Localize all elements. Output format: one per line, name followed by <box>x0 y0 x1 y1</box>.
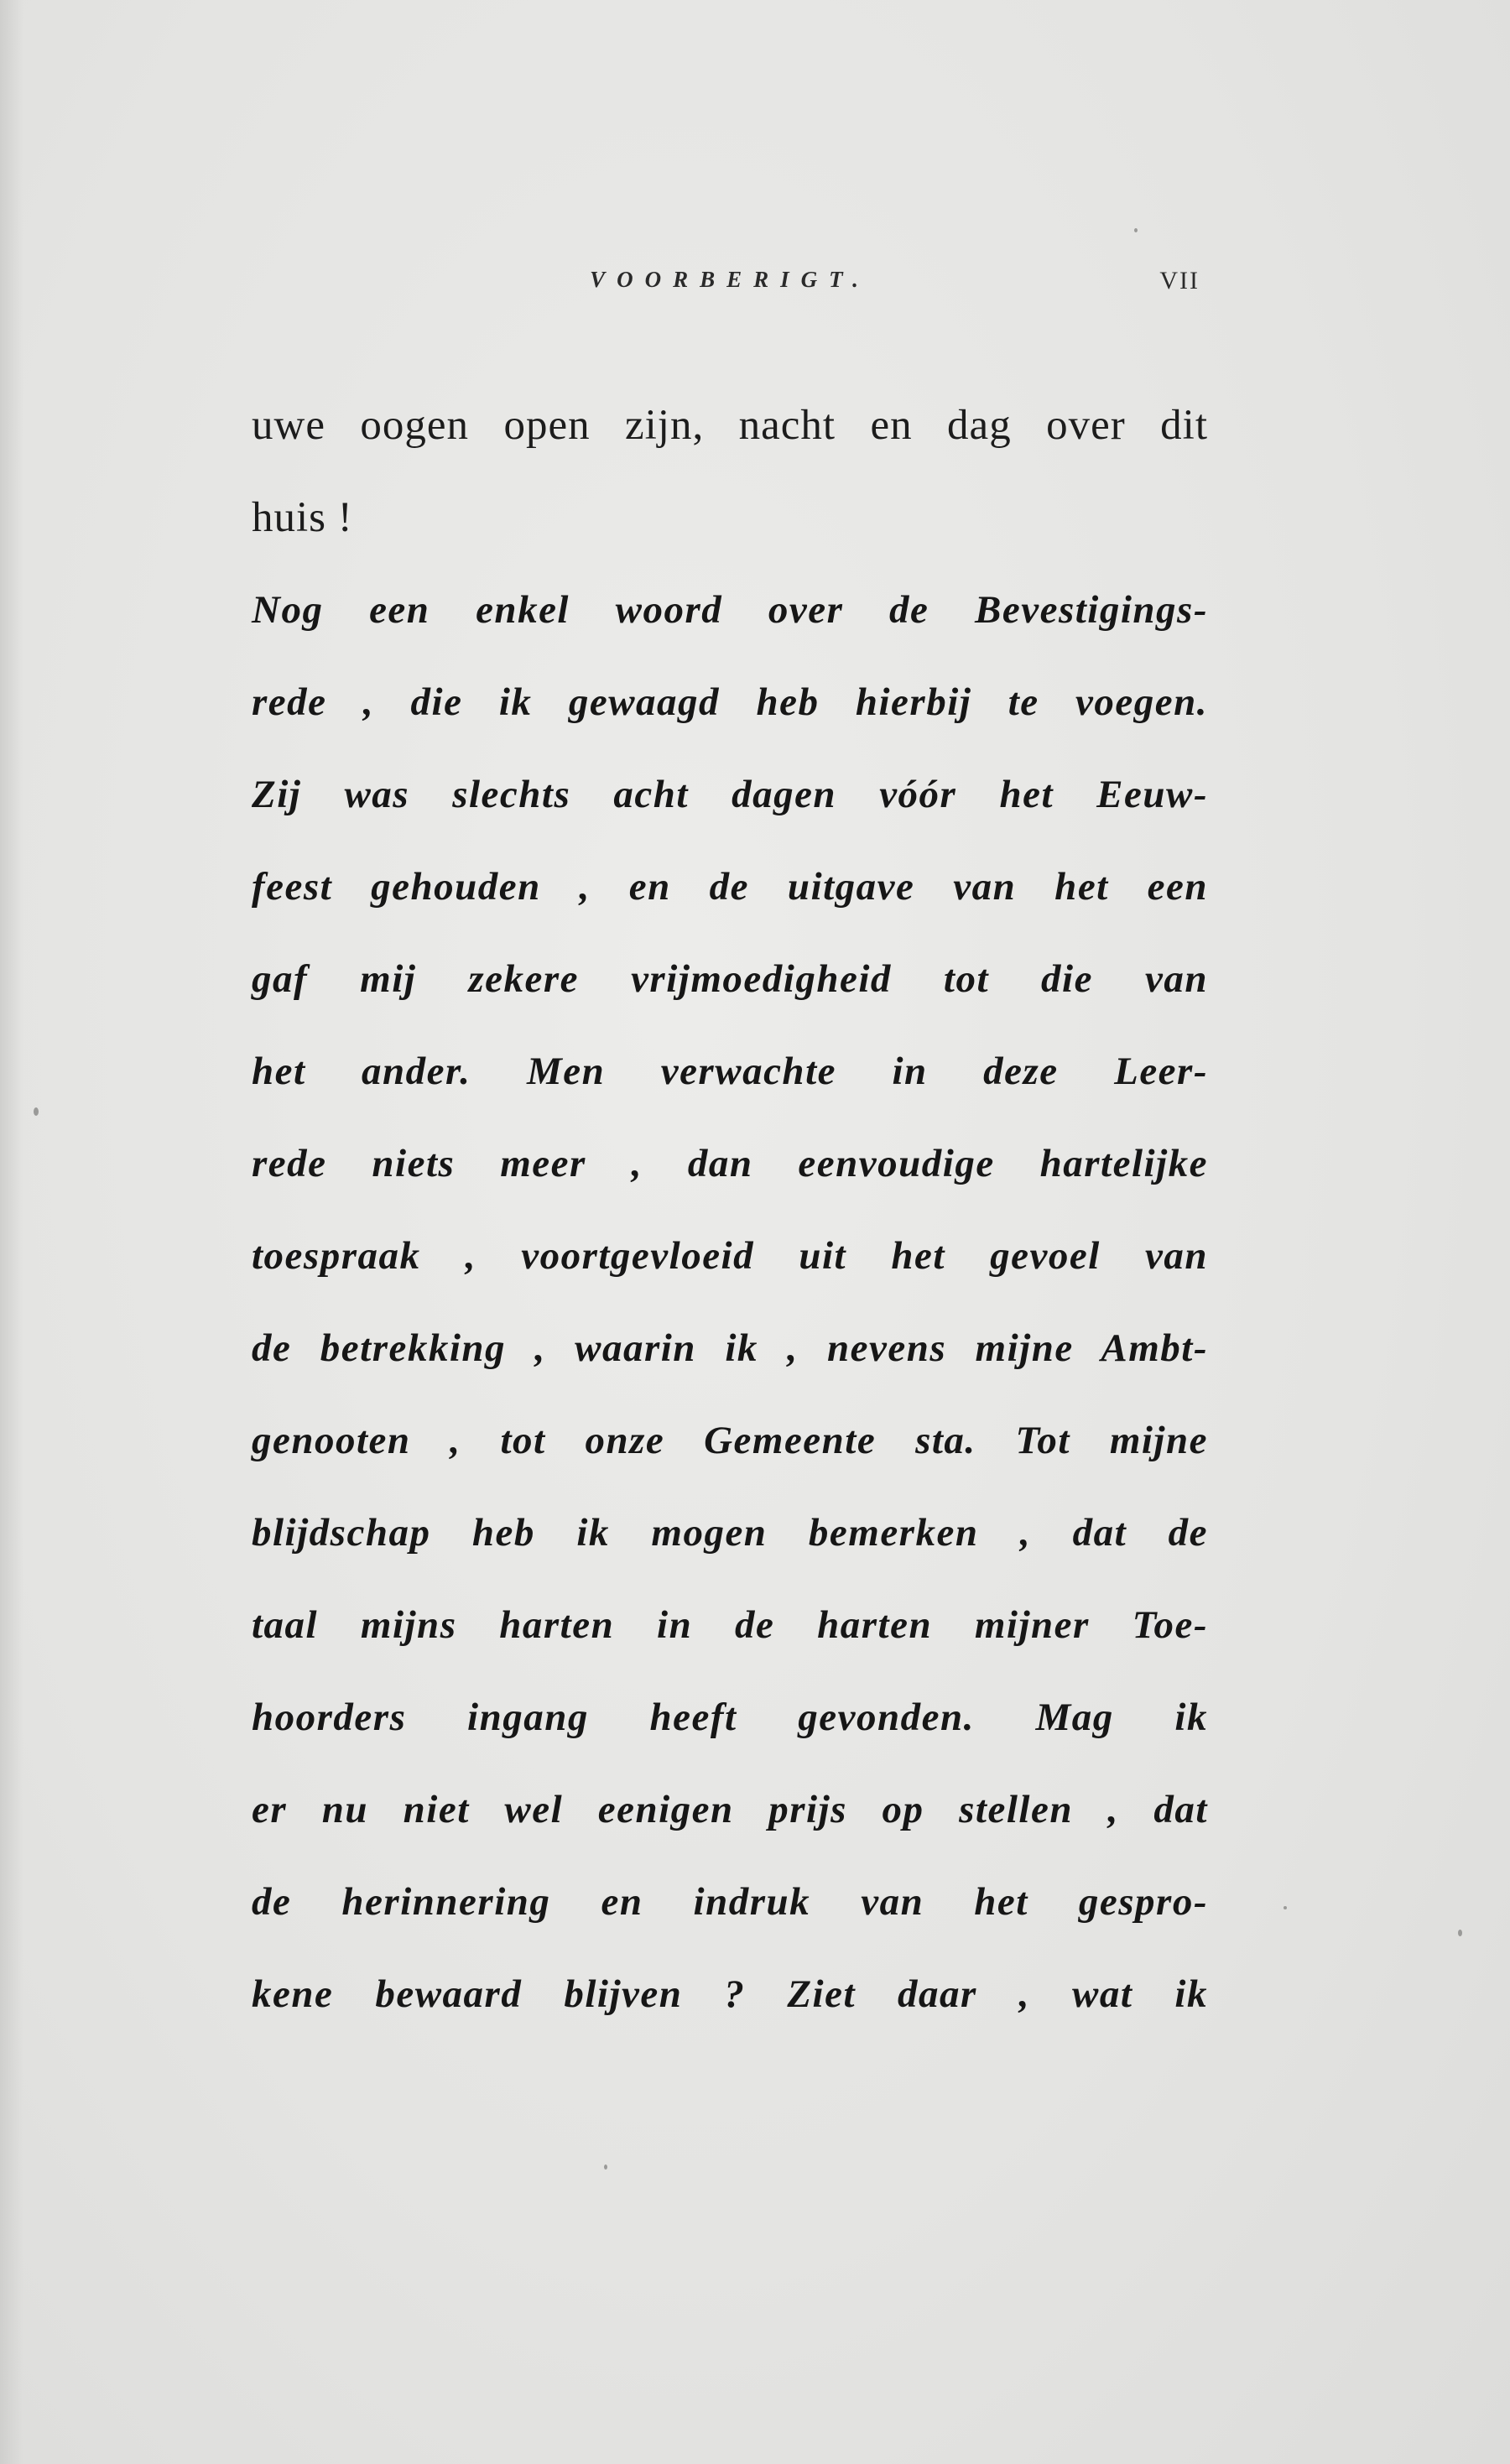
text-line: rede niets meer , dan eenvoudige hartelijke <box>252 1142 1208 1185</box>
text-line: er nu niet wel eenigen prijs op stellen , dat <box>252 1788 1208 1831</box>
paper-speck <box>604 2164 607 2170</box>
text-line: Nog een enkel woord over de Bevestigings- <box>252 588 1208 632</box>
text-line: kene bewaard blijven ? Ziet daar , wat ik <box>252 1972 1208 2016</box>
text-line: het ander. Men verwachte in deze Leer- <box>252 1050 1208 1093</box>
paper-speck <box>1134 228 1138 232</box>
page-edge-shadow <box>0 0 23 2464</box>
text-line: toespraak , voortgevloeid uit het gevoel van <box>252 1234 1208 1278</box>
running-head <box>252 267 1208 300</box>
text-line: rede , die ik gewaagd heb hierbij te voegen. <box>252 680 1208 724</box>
text-line: gaf mij zekere vrijmoedigheid tot die van <box>252 957 1208 1001</box>
body-text <box>252 379 1208 2040</box>
text-line: hoorders ingang heeft gevonden. Mag ik <box>252 1696 1208 1739</box>
text-line: uwe oogen open zijn, nacht en dag over dit <box>252 402 1208 449</box>
running-head-title: VOORBERIGT. <box>590 267 870 292</box>
paper-speck <box>1284 1906 1287 1909</box>
text-line: genooten , tot onze Gemeente sta. Tot mijne <box>252 1419 1208 1462</box>
text-line: Zij was slechts acht dagen vóór het Eeuw- <box>252 773 1208 816</box>
paper-speck <box>34 1107 39 1116</box>
page-number: VII <box>1159 267 1200 294</box>
text-line: de betrekking , waarin ik , nevens mijne Ambt- <box>252 1326 1208 1370</box>
text-line: feest gehouden , en de uitgave van het een <box>252 865 1208 909</box>
text-line: huis ! <box>252 494 353 541</box>
text-line: de herinnering en indruk van het gespro- <box>252 1880 1208 1924</box>
text-line: taal mijns harten in de harten mijner Toe- <box>252 1603 1208 1647</box>
text-line: blijdschap heb ik mogen bemerken , dat de <box>252 1511 1208 1555</box>
paper-speck <box>1458 1930 1462 1936</box>
